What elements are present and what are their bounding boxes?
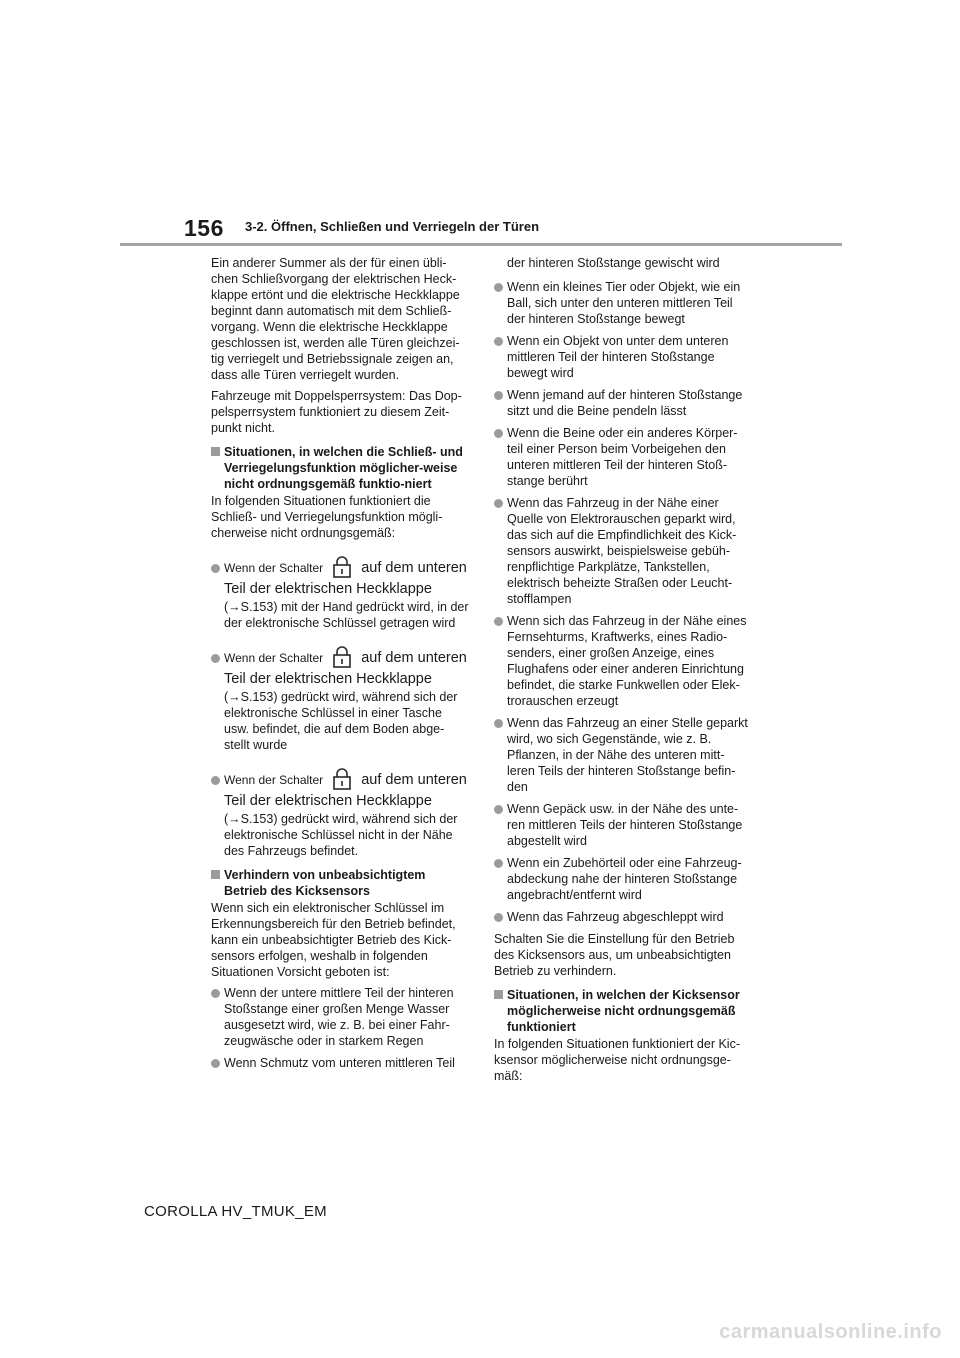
- bullet-text: Wenn der untere mittlere Teil der hinteren Stoßstange einer großen Menge Wasser ausgesetzt wird, wie z. B. bei einer Fahr-zeugwäsche oder in starkem Regen: [224, 986, 454, 1048]
- bullet-text: Wenn sich das Fahrzeug in der Nähe eines Fernsehturms, Kraftwerks, eines Radio-senders, einer großen Anzeige, eines Flughafens oder einer anderen Einrichtung befindet, die starke Funkwellen oder Elek-trorauschen erzeugt: [507, 614, 747, 708]
- list-item: [494, 801, 752, 849]
- paragraph-summer: Ein anderer Summer als der für einen übli-chen Schließvorgang der elektrischen Heck-klappe ertönt und die elektrische Heckklappe beginnt dann automatisch mit dem Schließ-vorgang. Wenn die elektrische Heckklappe geschlossen ist, werden alle Türen gleichzei-tig verriegelt und Betriebssignale zeigen an, dass alle Türen verriegelt wurden.: [211, 256, 460, 382]
- square-bullet-icon: [211, 870, 220, 879]
- bullet-text: Wenn ein Objekt von unter dem unteren mittleren Teil der hinteren Stoßstange bewegt wird: [507, 334, 729, 380]
- paragraph-kick-situations-intro: In folgenden Situationen funktioniert der Kic-ksensor möglicherweise nicht ordnungsge-mäß:: [494, 1037, 740, 1083]
- list-item: [494, 333, 752, 381]
- bullet-after: auf dem unteren Teil der elektrischen Heckklappe: [224, 772, 467, 809]
- heading-text: Verhindern von unbeabsichtigtem Betrieb des Kicksensors: [224, 868, 426, 898]
- heading-lock-malfunction: [211, 444, 469, 492]
- bullet-text: Wenn jemand auf der hinteren Stoßstange sitzt und die Beine pendeln lässt: [507, 388, 743, 418]
- bullet-text: Wenn das Fahrzeug abgeschleppt wird: [507, 910, 724, 924]
- bullet-text: Wenn die Beine oder ein anderes Körper-teil einer Person beim Vorbeigehen den unteren mittleren Teil der hinteren Stoß-stange berührt: [507, 426, 738, 488]
- round-bullet-icon: [211, 1059, 220, 1068]
- paragraph-situations-intro: In folgenden Situationen funktioniert die Schließ- und Verriegelungsfunktion mögli-cherweise nicht ordnungsgemäß:: [211, 494, 443, 540]
- round-bullet-icon: [494, 499, 503, 508]
- round-bullet-icon: [494, 617, 503, 626]
- bullet-after: auf dem unteren Teil der elektrischen Heckklappe: [224, 560, 467, 597]
- round-bullet-icon: [494, 805, 503, 814]
- header-divider: [120, 243, 842, 246]
- bullet-text: Wenn Gepäck usw. in der Nähe des unte-ren mittleren Teils der hinteren Stoßstange abgestellt wird: [507, 802, 743, 848]
- bullet-text: der hinteren Stoßstange gewischt wird: [507, 256, 720, 270]
- heading-prevent-kick-sensor: [211, 867, 469, 899]
- bullet-lead: Wenn der Schalter: [224, 773, 324, 787]
- square-bullet-icon: [494, 990, 503, 999]
- tailgate-switch-icon: [331, 555, 353, 579]
- round-bullet-icon: [494, 719, 503, 728]
- list-item: [494, 613, 752, 709]
- list-item: [211, 1055, 469, 1071]
- list-item: [494, 425, 752, 489]
- page-number: 156: [184, 215, 224, 241]
- right-column: [494, 255, 752, 1089]
- bullet-text: Wenn das Fahrzeug in der Nähe einer Quelle von Elektrorauschen geparkt wird, das sich auf die Empfindlichkeit des Kick-sensors auswirkt, beispielsweise gebüh-renpflichtige Parkplätze, Tankstellen, elektrisch beheizte Straßen oder Leucht-stofflampen: [507, 496, 737, 606]
- list-item: [211, 555, 469, 631]
- bullet-text: Wenn ein kleines Tier oder Objekt, wie ein Ball, sich unter den unteren mittleren Teil der hinteren Stoßstange bewegt: [507, 280, 741, 326]
- footer-model: COROLLA HV_TMUK_EM: [144, 1203, 327, 1220]
- list-item: [494, 909, 752, 925]
- round-bullet-icon: [494, 429, 503, 438]
- round-bullet-icon: [494, 391, 503, 400]
- paragraph-kick-caution: Wenn sich ein elektronischer Schlüssel im Erkennungsbereich für den Betrieb befindet, kann ein unbeabsichtigter Betrieb des Kick-sensors erfolgen, weshalb in folgenden Situationen Vorsicht geboten ist:: [211, 901, 456, 979]
- list-item-continued: [494, 255, 752, 271]
- round-bullet-icon: [211, 654, 220, 663]
- bullet-lead: Wenn der Schalter: [224, 561, 324, 575]
- bullet-lead: Wenn der Schalter: [224, 651, 324, 665]
- heading-text: Situationen, in welchen der Kicksensor möglicherweise nicht ordnungsgemäß funktioniert: [507, 988, 740, 1034]
- heading-text: Situationen, in welchen die Schließ- und Verriegelungsfunktion möglicher-weise nicht ordnungsgemäß funktio-niert: [224, 445, 463, 491]
- bullet-text: Wenn ein Zubehörteil oder eine Fahrzeug-abdeckung nahe der hinteren Stoßstange angebracht/entfernt wird: [507, 856, 742, 902]
- bullet-text: Wenn das Fahrzeug an einer Stelle geparkt wird, wo sich Gegenstände, wie z. B. Pflanzen, in der Nähe des unteren mitt-leren Teils der hinteren Stoßstange befin-den: [507, 716, 748, 794]
- list-item: [211, 767, 469, 859]
- square-bullet-icon: [211, 447, 220, 456]
- list-item: [494, 855, 752, 903]
- round-bullet-icon: [494, 913, 503, 922]
- list-item: [211, 985, 469, 1049]
- round-bullet-icon: [211, 564, 220, 573]
- bullet-rest: (→S.153) gedrückt wird, während sich der elektronische Schlüssel in einer Tasche usw. befindet, die auf dem Boden abge-stellt wurde: [224, 690, 458, 752]
- round-bullet-icon: [211, 776, 220, 785]
- list-item: [494, 279, 752, 327]
- list-item: [494, 495, 752, 607]
- tailgate-switch-icon: [331, 767, 353, 791]
- paragraph-disable-kick: Schalten Sie die Einstellung für den Betrieb des Kicksensors aus, um unbeabsichtigten Betrieb zu verhindern.: [494, 932, 735, 978]
- round-bullet-icon: [494, 337, 503, 346]
- bullet-rest: (→S.153) mit der Hand gedrückt wird, in der der elektronische Schlüssel getragen wird: [224, 600, 469, 630]
- tailgate-switch-icon: [331, 645, 353, 669]
- round-bullet-icon: [211, 989, 220, 998]
- list-item: [494, 387, 752, 419]
- bullet-rest: (→S.153) gedrückt wird, während sich der elektronische Schlüssel nicht in der Nähe des Fahrzeugs befindet.: [224, 812, 458, 858]
- left-column: [211, 255, 469, 1077]
- round-bullet-icon: [494, 283, 503, 292]
- list-item: [211, 645, 469, 753]
- bullet-text: Wenn Schmutz vom unteren mittleren Teil: [224, 1056, 455, 1070]
- round-bullet-icon: [494, 859, 503, 868]
- watermark: carmanualsonline.info: [719, 1321, 942, 1343]
- kick-sensor-bullet-list: [494, 279, 752, 925]
- heading-kick-malfunction: [494, 987, 752, 1035]
- list-item: [494, 715, 752, 795]
- paragraph-double-lock: Fahrzeuge mit Doppelsperrsystem: Das Dop-pelsperrsystem funktioniert zu diesem Zeit-punkt nicht.: [211, 389, 462, 435]
- section-title: 3-2. Öffnen, Schließen und Verriegeln der Türen: [245, 219, 540, 234]
- bullet-after: auf dem unteren Teil der elektrischen Heckklappe: [224, 650, 467, 687]
